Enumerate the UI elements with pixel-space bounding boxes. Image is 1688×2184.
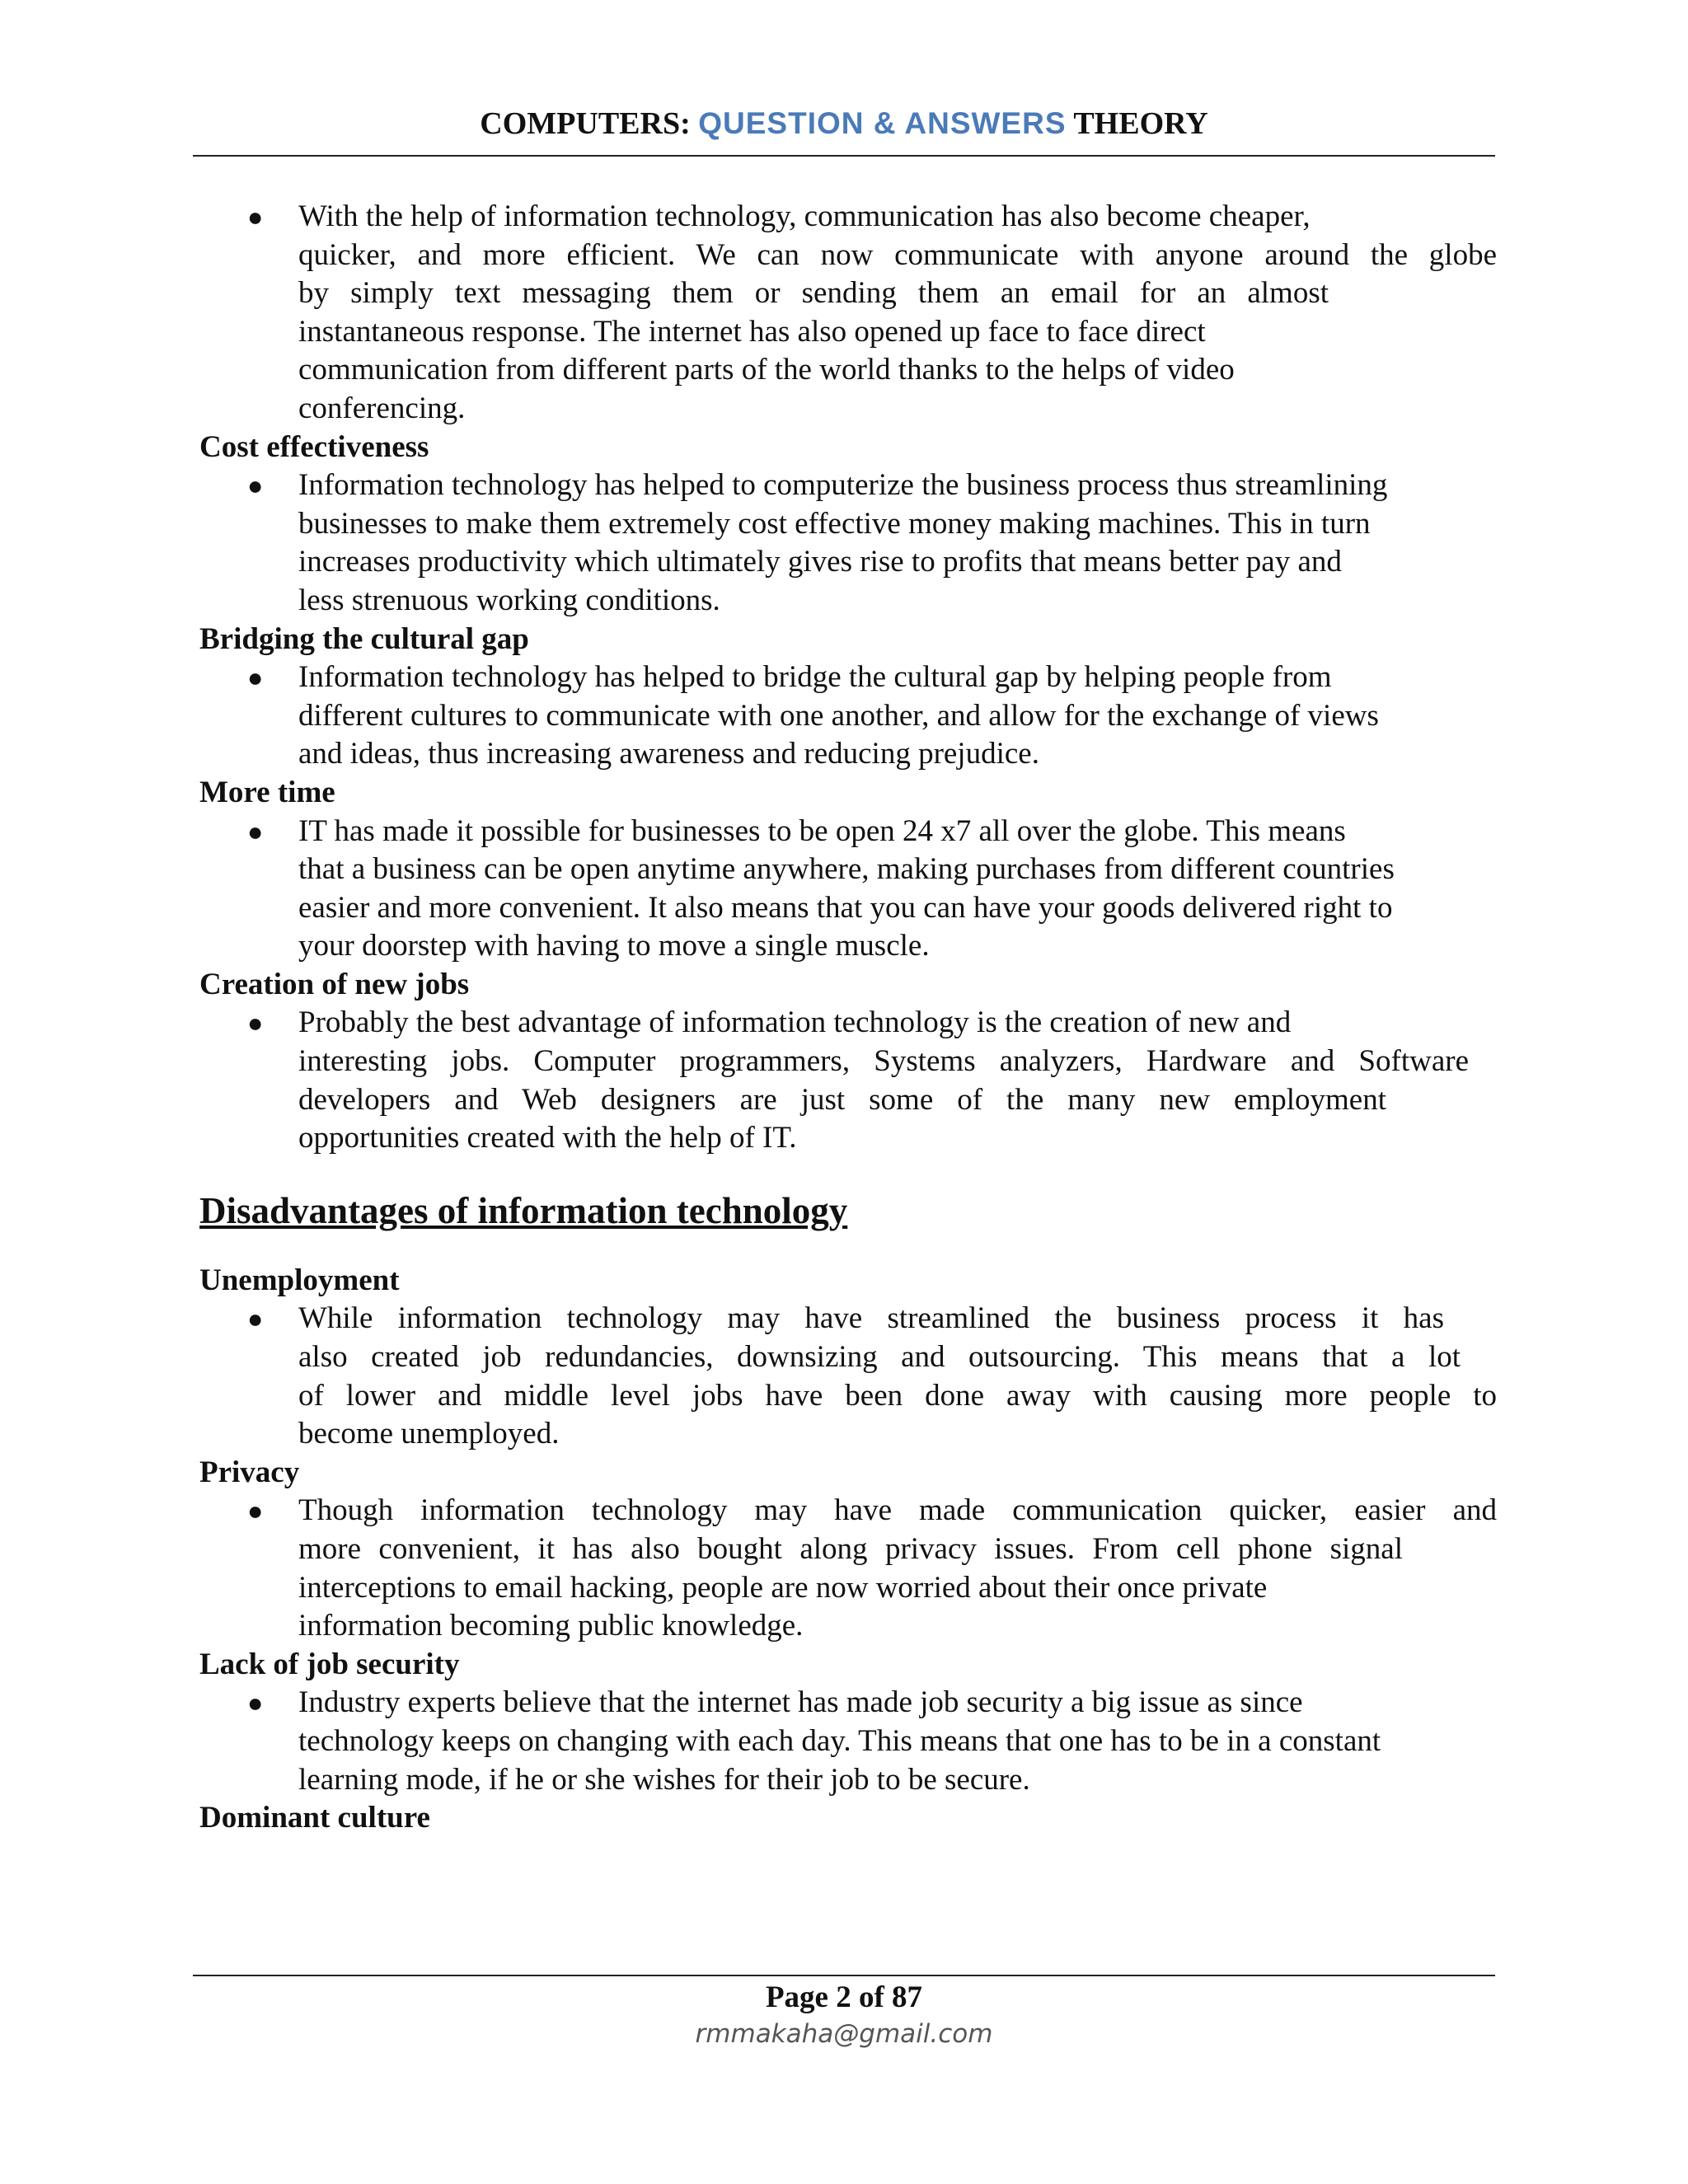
- subheading: Lack of job security: [199, 1647, 460, 1681]
- footer-rule: [193, 1975, 1495, 1976]
- bullet-item: [199, 1300, 1497, 1453]
- page-header: [193, 102, 1495, 145]
- text-line: businesses to make them extremely cost effective money making machines. This in turn: [298, 506, 1371, 541]
- text-line: increases productivity which ultimately gives rise to profits that means better pay and: [298, 545, 1342, 579]
- bullet-icon: ●: [247, 1496, 264, 1526]
- text-line: easier and more convenient. It also means that you can have your goods delivered right to: [298, 890, 1393, 925]
- text-line: quicker, and more efficient. We can now communicate with anyone around the globe: [298, 237, 1497, 272]
- text-line: IT has made it possible for businesses to be open 24 x7 all over the globe. This means: [298, 813, 1346, 848]
- bullet-icon: ●: [247, 202, 264, 232]
- bullet-icon: ●: [247, 1688, 264, 1718]
- text-line: technology keeps on changing with each day. This means that one has to be in a constant: [298, 1723, 1381, 1758]
- text-line: While information technology may have streamlined the business process it has: [298, 1301, 1444, 1336]
- text-line: learning mode, if he or she wishes for their job to be secure.: [298, 1762, 1030, 1797]
- text-line: also created job redundancies, downsizing and outsourcing. This means that a lot: [298, 1340, 1461, 1375]
- bullet-icon: ●: [247, 1304, 264, 1334]
- text-line: that a business can be open anytime anywhere, making purchases from different countries: [298, 852, 1395, 887]
- text-line: opportunities created with the help of IT.: [298, 1121, 797, 1155]
- bullet-item: [199, 1004, 1497, 1157]
- text-line: less strenuous working conditions.: [298, 583, 720, 617]
- subheading: More time: [199, 775, 335, 809]
- text-line: conferencing.: [298, 391, 466, 425]
- section-title: Disadvantages of information technology: [199, 1189, 848, 1231]
- bullet-item: [199, 1684, 1497, 1799]
- text-line: Information technology has helped to computerize the business process thus streamlining: [298, 468, 1388, 503]
- header-rule: [193, 155, 1495, 157]
- header-prefix: COMPUTERS: [480, 106, 681, 141]
- text-line: more convenient, it has also bought along privacy issues. From cell phone signal: [298, 1532, 1403, 1566]
- subheading: Privacy: [199, 1455, 300, 1489]
- bullet-icon: ●: [247, 1008, 264, 1038]
- text-line: communication from different parts of the world thanks to the helps of video: [298, 353, 1235, 387]
- subheading: Unemployment: [199, 1263, 400, 1297]
- text-line: of lower and middle level jobs have been done away with causing more people to: [298, 1378, 1497, 1413]
- bullet-icon: ●: [247, 816, 264, 846]
- text-line: Information technology has helped to bridge the cultural gap by helping people from: [298, 660, 1332, 695]
- text-line: become unemployed.: [298, 1417, 560, 1451]
- bullet-item: [199, 1492, 1497, 1645]
- page-footer: [193, 1978, 1495, 2050]
- bullet-item: [199, 658, 1497, 774]
- text-line: different cultures to communicate with one another, and allow for the exchange of views: [298, 698, 1379, 733]
- subheading: Bridging the cultural gap: [199, 621, 529, 656]
- header-colon: :: [680, 106, 699, 141]
- bullet-item: [199, 466, 1497, 620]
- text-line: Probably the best advantage of information technology is the creation of new and: [298, 1005, 1292, 1040]
- author-email: rmmakaha@gmail.com: [695, 2019, 993, 2049]
- bullet-icon: ●: [247, 663, 264, 693]
- subheading: Dominant culture: [199, 1801, 430, 1835]
- text-line: instantaneous response. The internet has also opened up face to face direct: [298, 314, 1206, 349]
- text-line: and ideas, thus increasing awareness and reducing prejudice.: [298, 737, 1039, 771]
- text-line: interesting jobs. Computer programmers, Systems analyzers, Hardware and Software: [298, 1044, 1469, 1079]
- subheading: Cost effectiveness: [199, 429, 429, 464]
- bullet-icon: ●: [247, 471, 264, 501]
- subheading: Creation of new jobs: [199, 967, 470, 1001]
- text-line: With the help of information technology, communication has also become cheaper,: [298, 199, 1311, 233]
- text-line: by simply text messaging them or sending them an email for an almost: [298, 276, 1329, 311]
- bullet-item: [199, 198, 1497, 429]
- text-line: interceptions to email hacking, people are now worried about their once private: [298, 1570, 1268, 1605]
- text-line: information becoming public knowledge.: [298, 1609, 804, 1643]
- page-number: Page 2 of 87: [765, 1980, 923, 2014]
- text-line: Though information technology may have made communication quicker, easier and: [298, 1493, 1497, 1528]
- text-line: developers and Web designers are just some of the many new employment: [298, 1082, 1386, 1117]
- header-accent: QUESTION & ANSWERS: [698, 106, 1067, 140]
- text-line: Industry experts believe that the internet has made job security a big issue as since: [298, 1685, 1303, 1720]
- header-suffix: THEORY: [1066, 106, 1208, 141]
- bullet-item: [199, 813, 1497, 966]
- document-body: [199, 198, 1497, 1838]
- text-line: your doorstep with having to move a single muscle.: [298, 929, 930, 963]
